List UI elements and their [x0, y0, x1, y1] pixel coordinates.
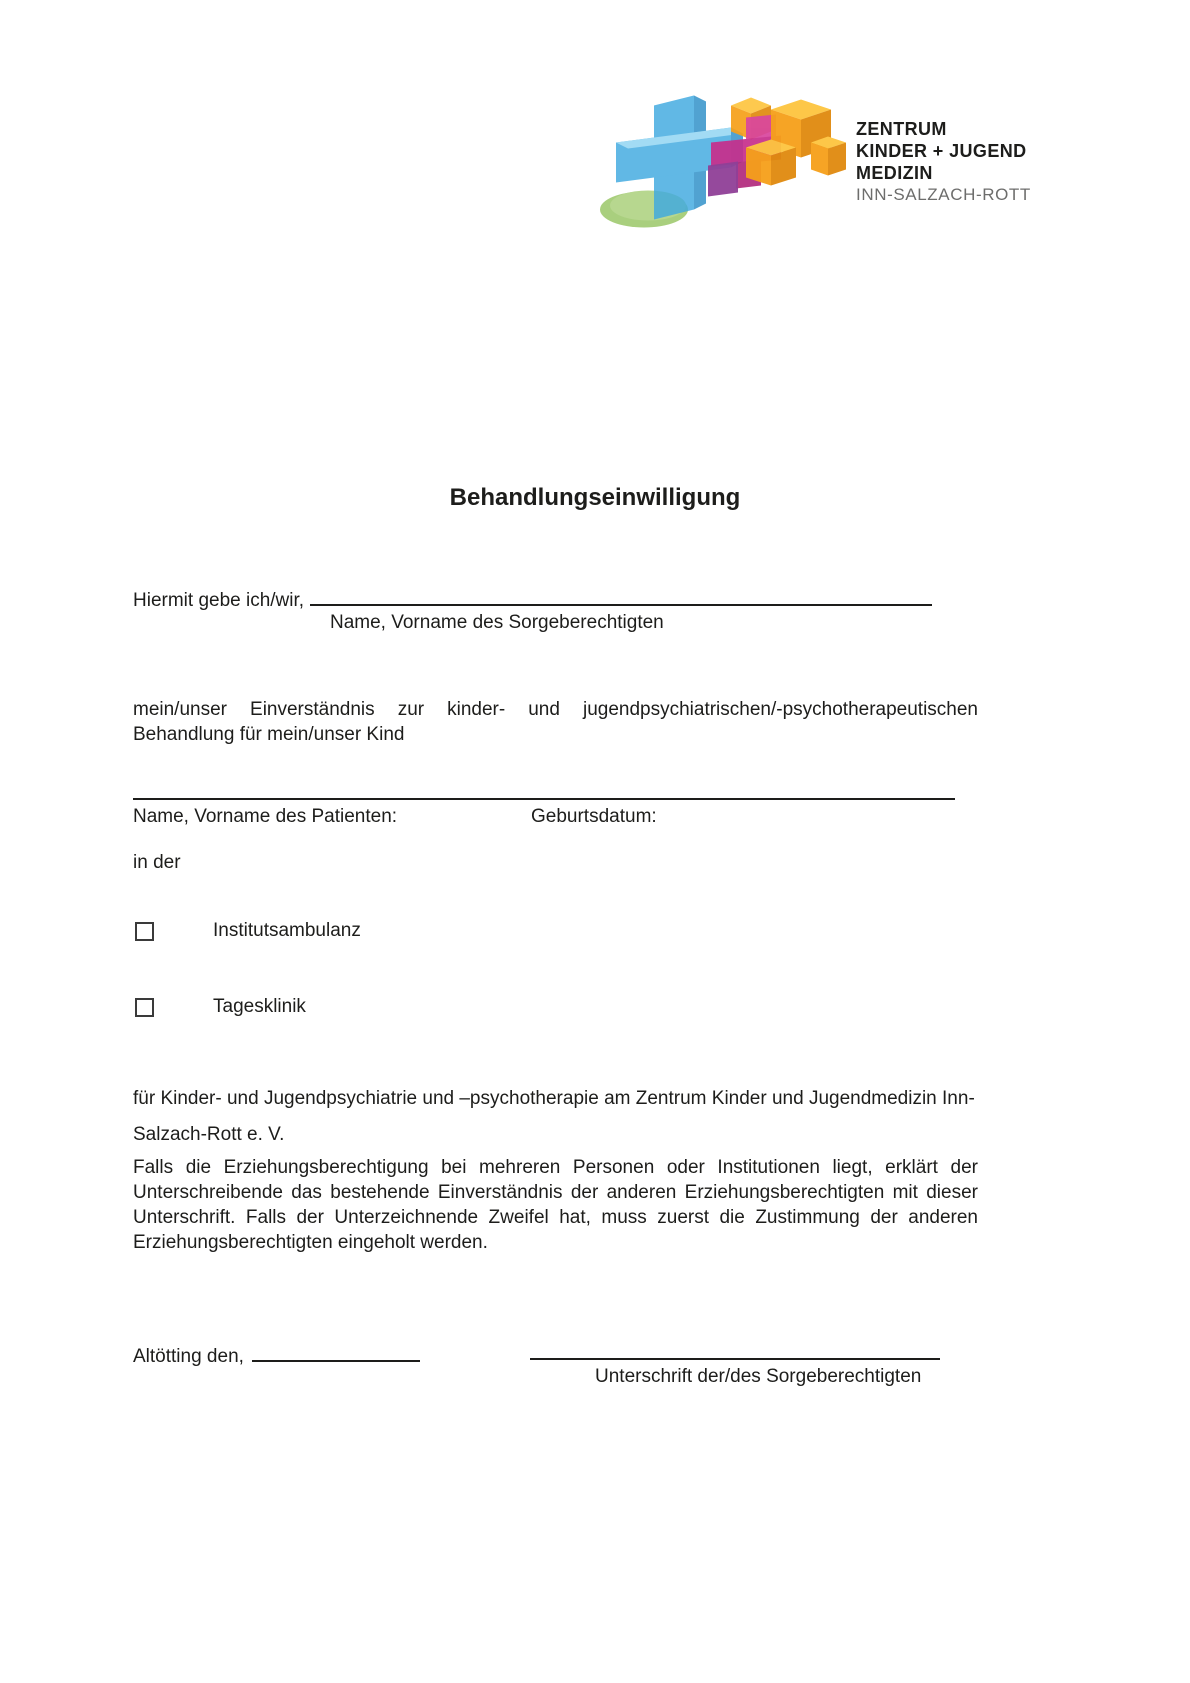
option-institutsambulanz	[133, 920, 633, 944]
logo-line-medizin: MEDIZIN	[856, 163, 933, 183]
logo-line-region: INN-SALZACH-ROTT	[856, 185, 1031, 204]
signature-field[interactable]	[530, 1342, 940, 1360]
guardian-intro-label: Hiermit gebe ich/wir,	[133, 590, 305, 611]
in-der-label: in der	[133, 852, 181, 873]
logo-line-zentrum: ZENTRUM	[856, 119, 947, 139]
institutsambulanz-checkbox[interactable]	[135, 922, 154, 941]
patient-name-label: Name, Vorname des Patienten:	[133, 806, 398, 827]
institutsambulanz-label: Institutsambulanz	[213, 920, 361, 941]
patient-dob-label: Geburtsdatum:	[531, 806, 657, 827]
logo-wordmark	[856, 118, 1031, 206]
consent-paragraph: mein/unser Einverständnis zur kinder- und jugendpsychiatrischen/-psychotherapeutischen Behandlung für mein/unser Kind	[133, 699, 978, 745]
legal-paragraph: Falls die Erziehungsberechtigung bei mehreren Personen oder Institutionen liegt, erklärt der Unterschreibende das bestehende Einverständnis der anderen Erziehungsberechtigten mit dieser Unterschrift. Falls der Unterzeichnende Zweifel hat, muss zuerst die Zustimmung der anderen Erziehungsberechtigten eingeholt werden.	[133, 1157, 978, 1253]
guardian-intro-line	[133, 584, 1033, 612]
date-field[interactable]	[252, 1340, 420, 1362]
guardian-name-field[interactable]	[310, 584, 932, 606]
tagesklinik-checkbox[interactable]	[135, 998, 154, 1017]
option-tagesklinik	[133, 996, 633, 1020]
patient-fill-rule[interactable]	[133, 798, 955, 800]
place-date-label: Altötting den,	[133, 1346, 244, 1367]
logo-cubes-icon	[596, 86, 851, 234]
logo-line-kinder-jugend: KINDER + JUGEND	[856, 141, 1027, 161]
place-date-line	[133, 1340, 420, 1368]
signature-caption: Unterschrift der/des Sorgeberechtigten	[595, 1366, 922, 1387]
page-title: Behandlungseinwilligung	[449, 484, 741, 512]
facility-paragraph: für Kinder- und Jugendpsychiatrie und –psychotherapie am Zentrum Kinder und Jugendmedizin Inn-Salzach-Rott e. V.	[133, 1088, 975, 1145]
tagesklinik-label: Tagesklinik	[213, 996, 306, 1017]
guardian-field-caption: Name, Vorname des Sorgeberechtigten	[330, 612, 664, 633]
